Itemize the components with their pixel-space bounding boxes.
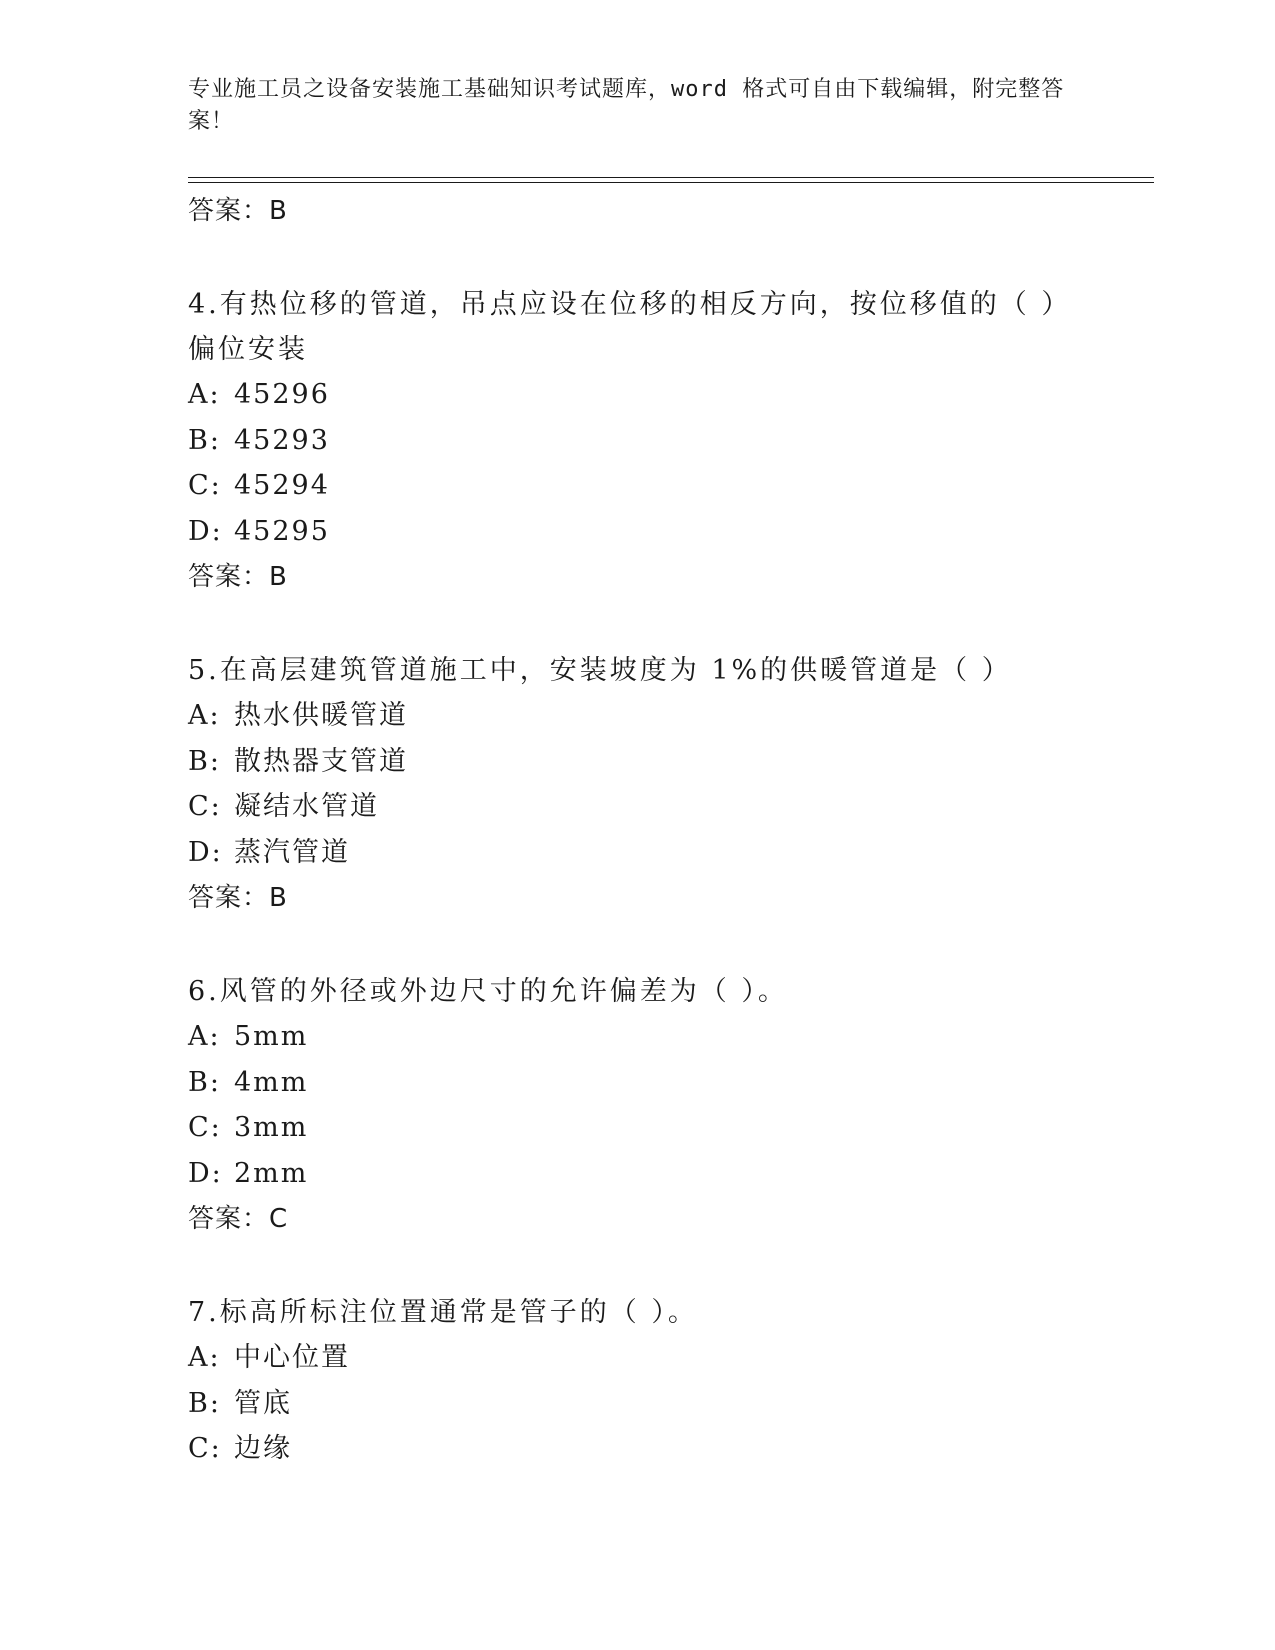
option-d: [188, 1151, 1088, 1197]
question-item: [188, 282, 1088, 600]
option-text: 凝结水管道: [234, 791, 379, 822]
option-label: A:: [188, 379, 221, 410]
option-c: [188, 1105, 1088, 1151]
question-stem: 5.在高层建筑管道施工中，安装坡度为 1%的供暖管道是（ ）: [188, 655, 1012, 686]
option-a: [188, 1014, 1088, 1060]
option-a: [188, 372, 1088, 418]
option-text: 中心位置: [234, 1342, 350, 1373]
option-text: 边缘: [234, 1433, 292, 1464]
option-text: 45293: [234, 424, 330, 456]
option-label: C:: [188, 470, 222, 501]
option-label: A:: [188, 1342, 221, 1373]
option-label: D:: [188, 836, 223, 868]
option-label: D:: [188, 515, 223, 547]
option-text: 蒸汽管道: [234, 836, 350, 868]
option-c: [188, 463, 1088, 509]
option-label: A:: [188, 700, 221, 731]
question-item: [188, 648, 1088, 921]
option-text: 5mm: [234, 1021, 309, 1052]
option-label: C:: [188, 1433, 222, 1464]
option-b: [188, 739, 1088, 785]
option-b: [188, 418, 1088, 464]
answer-line: 答案：B: [188, 562, 288, 592]
option-label: B:: [188, 424, 221, 456]
option-label: B:: [188, 1387, 221, 1419]
answer-line: 答案：B: [188, 883, 288, 913]
option-b: [188, 1381, 1088, 1427]
option-text: 散热器支管道: [234, 745, 408, 777]
option-text: 管底: [234, 1387, 292, 1419]
option-c: [188, 1426, 1088, 1472]
option-label: B:: [188, 745, 221, 777]
option-a: [188, 1335, 1088, 1381]
question-stem: 6.风管的外径或外边尺寸的允许偏差为（ ）。: [188, 976, 788, 1007]
option-d: [188, 509, 1088, 555]
option-label: C:: [188, 791, 222, 822]
question-list: [188, 188, 1088, 1472]
option-a: [188, 693, 1088, 739]
option-label: B:: [188, 1066, 221, 1098]
option-text: 45296: [234, 379, 330, 410]
option-text: 热水供暖管道: [234, 700, 408, 731]
answer-line: 答案：C: [188, 1204, 289, 1234]
option-text: 3mm: [234, 1112, 309, 1143]
option-label: D:: [188, 1157, 223, 1189]
question-item: [188, 969, 1088, 1242]
option-text: 45295: [234, 515, 330, 547]
option-c: [188, 784, 1088, 830]
option-label: A:: [188, 1021, 221, 1052]
option-text: 4mm: [234, 1066, 309, 1098]
header-divider-top: [188, 177, 1154, 178]
option-text: 2mm: [234, 1157, 309, 1189]
question-item: [188, 1290, 1088, 1472]
option-b: [188, 1060, 1088, 1106]
question-stem: 4.有热位移的管道，吊点应设在位移的相反方向，按位移值的（ ）偏位安装: [188, 289, 1072, 365]
document-header: 专业施工员之设备安装施工基础知识考试题库，word 格式可自由下载编辑，附完整答案！: [188, 77, 1065, 134]
option-d: [188, 830, 1088, 876]
option-label: C:: [188, 1112, 222, 1143]
answer-line: 答案：B: [188, 196, 288, 226]
header-divider-bottom: [188, 182, 1154, 183]
option-text: 45294: [234, 470, 330, 501]
question-stem: 7.标高所标注位置通常是管子的（ ）。: [188, 1297, 698, 1328]
